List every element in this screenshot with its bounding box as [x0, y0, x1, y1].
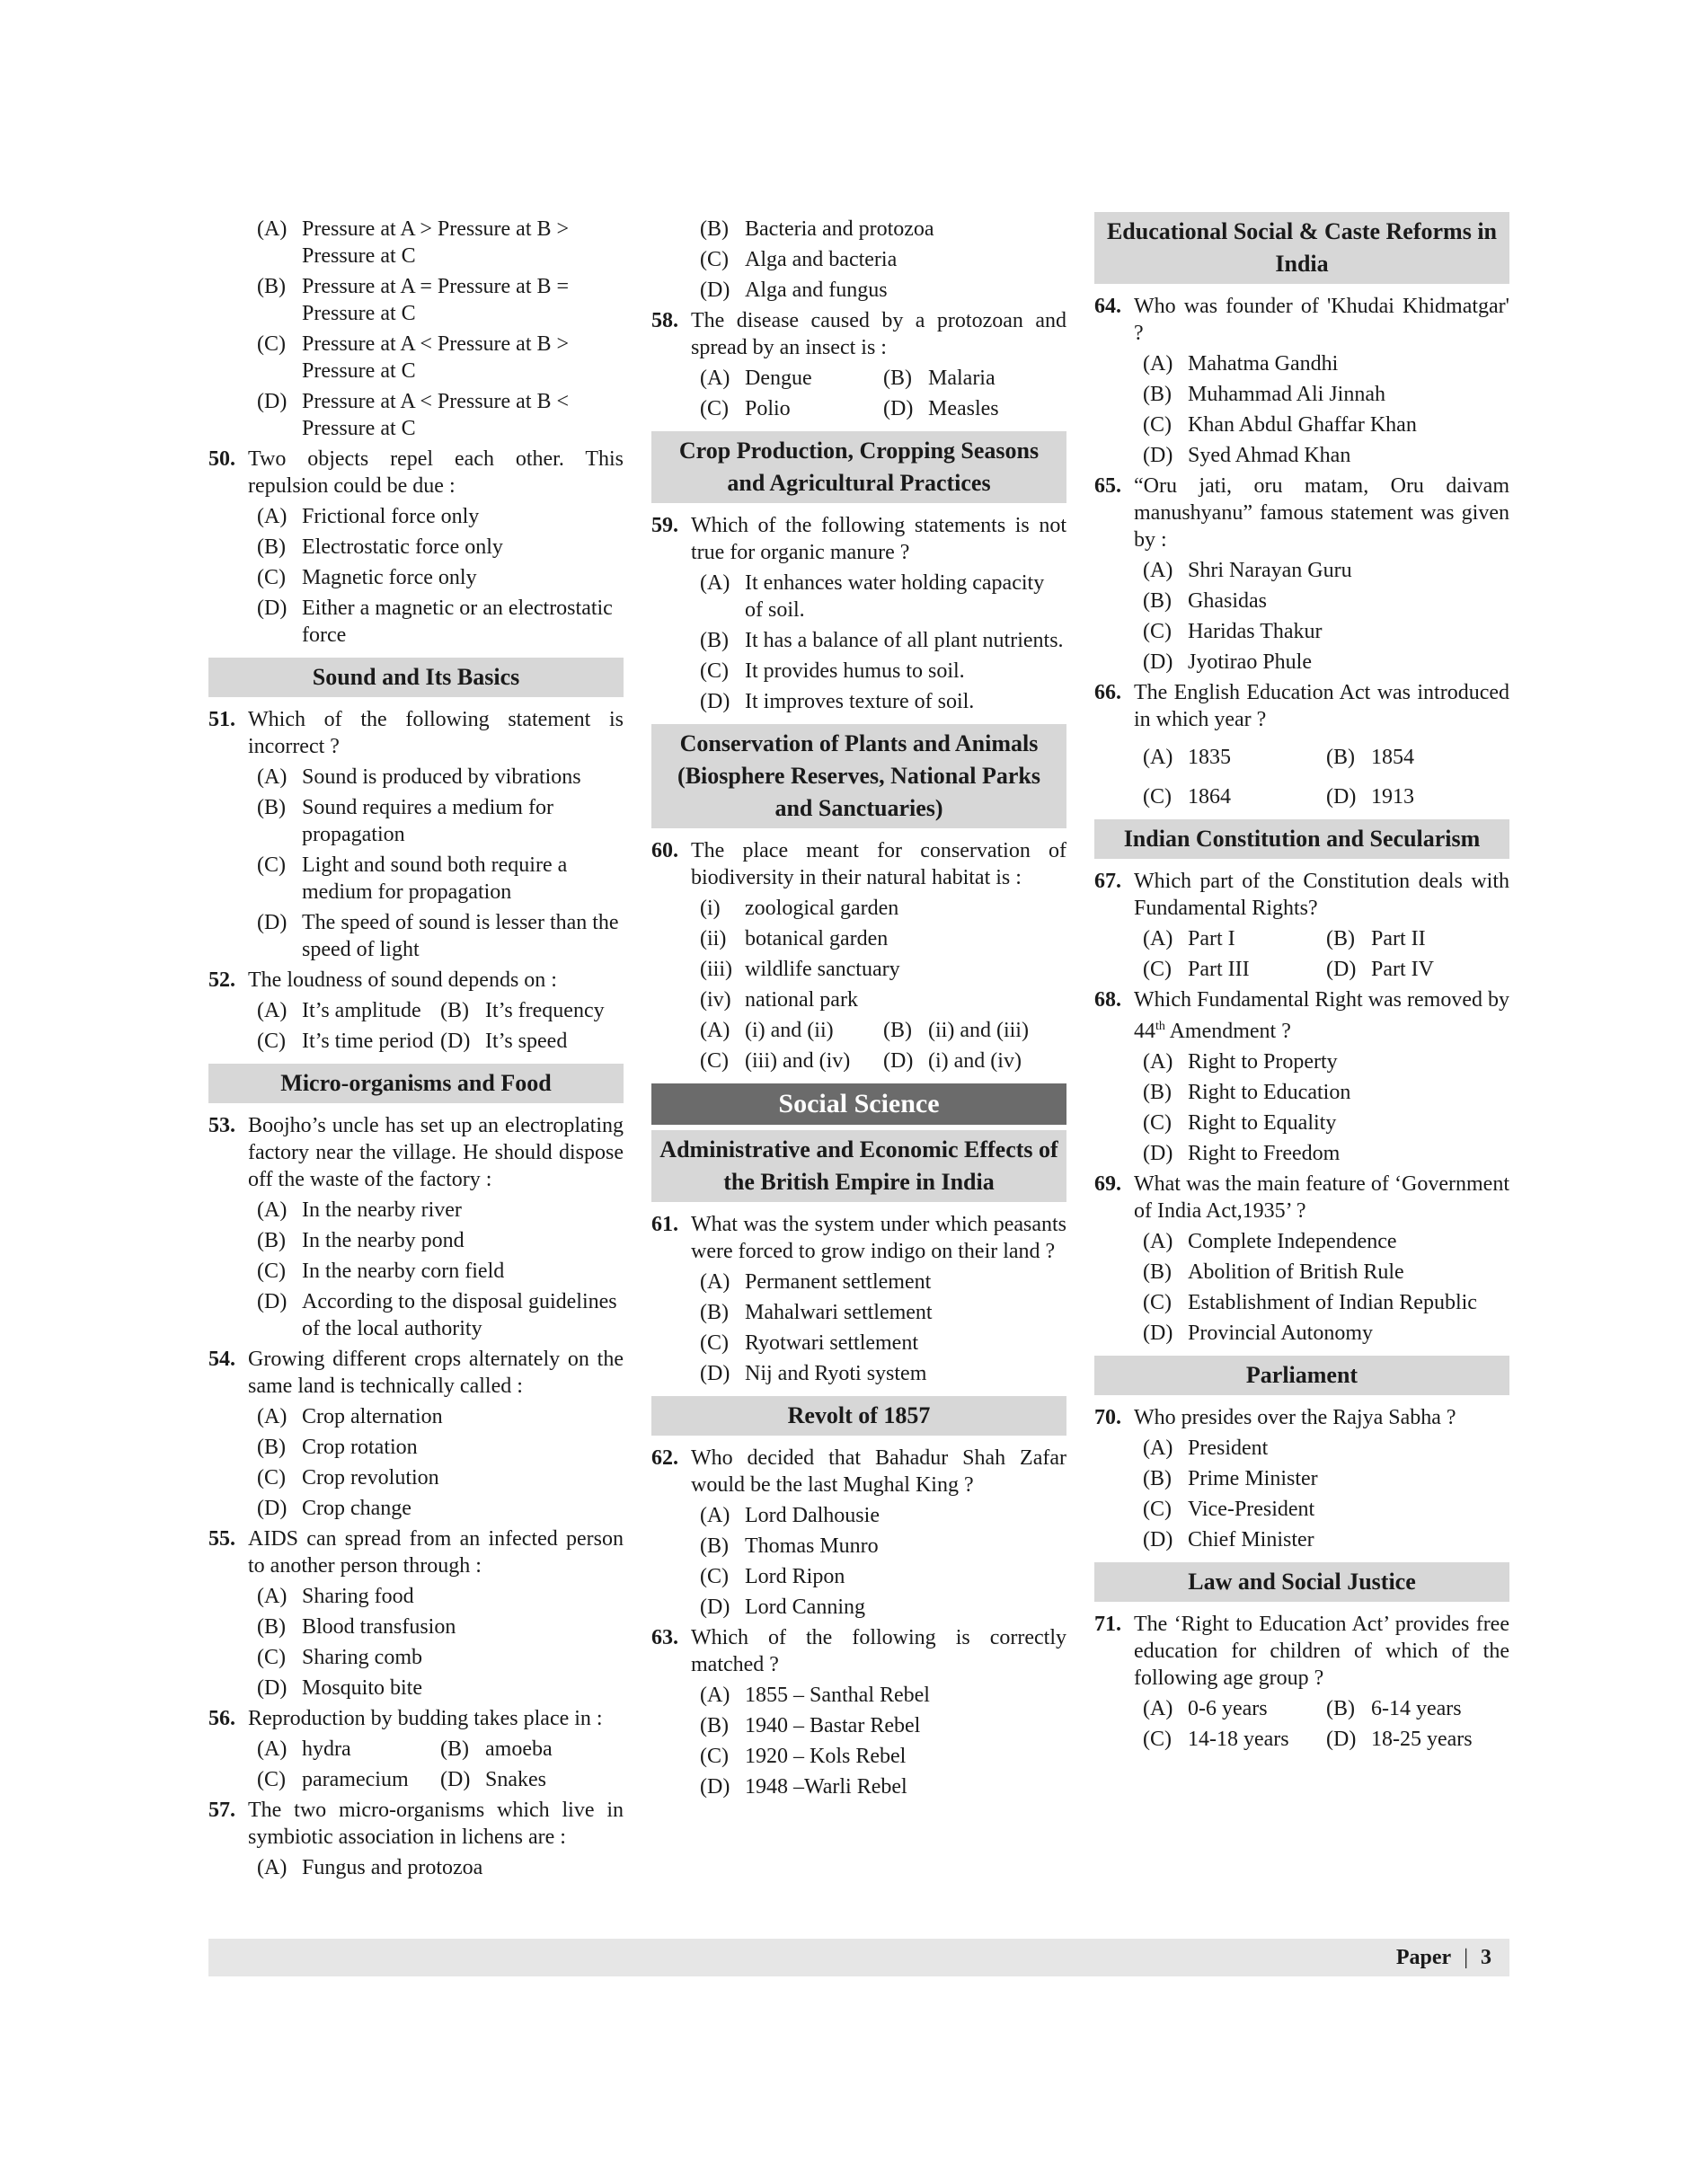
question-66 [1094, 679, 1509, 810]
section-heading: Conservation of Plants and Animals (Biosphere Reserves, National Parks and Sanctuaries) [651, 724, 1066, 828]
option: (D) Chief Minister [1143, 1528, 1314, 1551]
question-stem: 70. Who presides over the Rajya Sabha ? [1094, 1406, 1456, 1429]
option: (C) It provides humus to soil. [700, 659, 965, 683]
option: (D) According to the disposal guidelines of the local authority [257, 1290, 617, 1340]
option: (A) Sound is produced by vibrations [257, 765, 581, 789]
option: (C) Haridas Thakur [1143, 620, 1323, 643]
page-footer [208, 1939, 1509, 1976]
option-row: (A) It’s amplitude (B) It’s frequency [257, 999, 605, 1022]
option: (D) 1948 –Warli Rebel [700, 1775, 907, 1799]
section-heading: Law and Social Justice [1094, 1562, 1509, 1602]
option: (A) Pressure at A > Pressure at B > Pressure at C [257, 217, 570, 268]
question-62 [651, 1445, 1066, 1621]
question-52 [208, 967, 624, 1055]
option: (D) Mosquito bite [257, 1676, 423, 1700]
option: (B) Right to Education [1143, 1081, 1351, 1104]
question-stem: 53. Boojho’s uncle has set up an electroplating factory near the village. He should dispose off the waste of the factory : [208, 1114, 624, 1191]
option: (C) Lord Ripon [700, 1565, 845, 1588]
question-58 [651, 307, 1066, 422]
option-row: (C) It’s time period (D) It’s speed [257, 1030, 568, 1053]
option: (D) The speed of sound is lesser than the speed of light [257, 911, 619, 961]
option: (A) Sharing food [257, 1585, 414, 1608]
question-56 [208, 1705, 624, 1793]
option: (D) It improves texture of soil. [700, 690, 975, 713]
option: (C) Alga and bacteria [700, 248, 898, 271]
question-stem: 57. The two micro-organisms which live in symbiotic association in lichens are : [208, 1799, 624, 1849]
page-number: 3 [1481, 1945, 1491, 1969]
option: (iv) national park [700, 988, 858, 1012]
question-54 [208, 1346, 624, 1522]
question-65 [1094, 473, 1509, 676]
question-55 [208, 1525, 624, 1702]
option-row: (C) Polio (D) Measles [700, 397, 999, 420]
option: (B) Abolition of British Rule [1143, 1260, 1404, 1284]
option: (D) Nij and Ryoti system [700, 1362, 927, 1385]
question-64 [1094, 293, 1509, 469]
question-stem: 59. Which of the following statements is not true for organic manure ? [651, 514, 1066, 564]
option: (D) Provincial Autonomy [1143, 1322, 1373, 1345]
option: (C) Ryotwari settlement [700, 1331, 918, 1355]
question-stem: 68. Which Fundamental Right was removed by 44th Amendment ? [1094, 988, 1509, 1043]
section-heading: Crop Production, Cropping Seasons and Agricultural Practices [651, 431, 1066, 503]
question-67 [1094, 868, 1509, 983]
option: (C) Vice-President [1143, 1498, 1315, 1521]
option: (B) Prime Minister [1143, 1467, 1318, 1490]
option-row: (A) Part I (B) Part II [1143, 927, 1426, 950]
section-heading: Indian Constitution and Secularism [1094, 819, 1509, 859]
question-stem: 51. Which of the following statement is incorrect ? [208, 708, 624, 758]
option: (D) Pressure at A < Pressure at B < Pressure at C [257, 390, 570, 440]
option-row: (A) Dengue (B) Malaria [700, 367, 996, 390]
option: (D) Alga and fungus [700, 278, 888, 302]
option: (B) 1940 – Bastar Rebel [700, 1714, 921, 1737]
section-heading: Revolt of 1857 [651, 1396, 1066, 1436]
option: (A) Mahatma Gandhi [1143, 352, 1339, 376]
option: (B) Pressure at A = Pressure at B = Pressure at C [257, 275, 570, 325]
question-stem: 71. The ‘Right to Education Act’ provides free education for children of which of the following age group ? [1094, 1613, 1509, 1690]
option: (B) Mahalwari settlement [700, 1301, 933, 1324]
question-stem: 64. Who was founder of 'Khudai Khidmatgar' ? [1094, 295, 1509, 345]
option: (B) It has a balance of all plant nutrients. [700, 629, 1064, 652]
option: (B) Ghasidas [1143, 589, 1267, 613]
option: (C) 1920 – Kols Rebel [700, 1745, 907, 1768]
question-stem: 63. Which of the following is correctly matched ? [651, 1626, 1066, 1676]
option: (D) Either a magnetic or an electrostatic force [257, 597, 613, 647]
option: (A) President [1143, 1437, 1269, 1460]
option: (C) Right to Equality [1143, 1111, 1337, 1135]
option: (A) Crop alternation [257, 1405, 443, 1428]
question-57-continued [651, 216, 1066, 304]
option-row: (A) hydra (B) amoeba [257, 1737, 553, 1761]
option: (C) In the nearby corn field [257, 1260, 505, 1283]
question-stem: 52. The loudness of sound depends on : [208, 968, 557, 992]
option: (C) Establishment of Indian Republic [1143, 1291, 1477, 1314]
question-57 [208, 1797, 624, 1881]
option: (C) Sharing comb [257, 1646, 422, 1669]
question-stem: 69. What was the main feature of ‘Government of India Act,1935’ ? [1094, 1172, 1509, 1223]
option: (A) Complete Independence [1143, 1230, 1397, 1253]
option: (B) Crop rotation [257, 1436, 418, 1459]
question-stem: 65. “Oru jati, oru matam, Oru daivam manushyanu” famous statement was given by : [1094, 474, 1509, 552]
option: (C) Pressure at A < Pressure at B > Pressure at C [257, 332, 570, 383]
option: (A) Right to Property [1143, 1050, 1338, 1074]
footer-separator: | [1464, 1945, 1468, 1969]
question-69 [1094, 1171, 1509, 1347]
option: (D) Lord Canning [700, 1596, 865, 1619]
question-68 [1094, 986, 1509, 1167]
option: (D) Right to Freedom [1143, 1142, 1341, 1165]
option-row: (C) paramecium (D) Snakes [257, 1768, 546, 1791]
question-stem: 61. What was the system under which peasants were forced to grow indigo on their land ? [651, 1213, 1066, 1263]
question-70 [1094, 1404, 1509, 1553]
option-row: (A) 0-6 years (B) 6-14 years [1143, 1697, 1462, 1720]
option: (C) Khan Abdul Ghaffar Khan [1143, 413, 1417, 437]
option: (A) Shri Narayan Guru [1143, 559, 1352, 582]
option-row: (C) (iii) and (iv) (D) (i) and (iv) [700, 1049, 1022, 1073]
column-2 [651, 212, 1066, 1804]
question-60 [651, 837, 1066, 1074]
section-heading: Sound and Its Basics [208, 658, 624, 697]
option: (B) In the nearby pond [257, 1229, 465, 1252]
question-59 [651, 512, 1066, 715]
option: (D) Crop change [257, 1497, 412, 1520]
section-heading: Parliament [1094, 1356, 1509, 1395]
question-61 [651, 1211, 1066, 1387]
option: (C) Light and sound both require a medium for propagation [257, 853, 568, 904]
option: (B) Sound requires a medium for propagation [257, 796, 553, 846]
section-heading: Micro-organisms and Food [208, 1064, 624, 1103]
option-row: (C) Part III (D) Part IV [1143, 958, 1434, 981]
option: (iii) wildlife sanctuary [700, 958, 900, 981]
question-49-continued [208, 216, 624, 442]
question-stem: 50. Two objects repel each other. This repulsion could be due : [208, 447, 624, 498]
question-53 [208, 1112, 624, 1342]
option: (A) It enhances water holding capacity of soil. [700, 571, 1045, 622]
option: (C) Crop revolution [257, 1466, 439, 1490]
question-stem: 58. The disease caused by a protozoan and spread by an insect is : [651, 309, 1066, 359]
option: (ii) botanical garden [700, 927, 889, 950]
question-stem: 55. AIDS can spread from an infected person to another person through : [208, 1527, 624, 1578]
option: (D) Syed Ahmad Khan [1143, 444, 1351, 467]
column-1 [208, 212, 624, 1885]
option: (B) Bacteria and protozoa [700, 217, 934, 241]
option: (C) Magnetic force only [257, 566, 477, 589]
option: (A) Frictional force only [257, 505, 480, 528]
question-stem: 54. Growing different crops alternately on the same land is technically called : [208, 1348, 624, 1398]
question-stem: 67. Which part of the Constitution deals with Fundamental Rights? [1094, 870, 1509, 920]
question-stem: 56. Reproduction by budding takes place in : [208, 1707, 603, 1730]
option: (B) Thomas Munro [700, 1534, 879, 1558]
question-63 [651, 1624, 1066, 1800]
option: (i) zoological garden [700, 897, 899, 920]
option: (B) Electrostatic force only [257, 535, 503, 559]
footer-label: Paper [1395, 1945, 1452, 1969]
option-row: (C) 14-18 years (D) 18-25 years [1143, 1728, 1473, 1751]
option: (A) 1855 – Santhal Rebel [700, 1684, 930, 1707]
option: (A) In the nearby river [257, 1198, 462, 1222]
question-51 [208, 706, 624, 963]
column-3 [1094, 212, 1509, 1756]
option: (B) Blood transfusion [257, 1615, 456, 1639]
option: (A) Fungus and protozoa [257, 1856, 483, 1879]
section-heading: Educational Social & Caste Reforms in India [1094, 212, 1509, 284]
option-row: (C) 1864 (D) 1913 [1143, 785, 1414, 809]
section-heading: Administrative and Economic Effects of the British Empire in India [651, 1130, 1066, 1202]
option: (B) Muhammad Ali Jinnah [1143, 383, 1385, 406]
option: (D) Jyotirao Phule [1143, 650, 1312, 674]
option-row: (A) (i) and (ii) (B) (ii) and (iii) [700, 1019, 1029, 1042]
subject-heading: Social Science [651, 1083, 1066, 1125]
question-50 [208, 446, 624, 649]
question-stem: 62. Who decided that Bahadur Shah Zafar would be the last Mughal King ? [651, 1446, 1066, 1497]
question-stem: 66. The English Education Act was introduced in which year ? [1094, 681, 1509, 731]
question-71 [1094, 1611, 1509, 1753]
option: (A) Lord Dalhousie [700, 1504, 880, 1527]
option-row: (A) 1835 (B) 1854 [1143, 746, 1414, 769]
question-stem: 60. The place meant for conservation of biodiversity in their natural habitat is : [651, 839, 1066, 889]
option: (A) Permanent settlement [700, 1270, 932, 1294]
